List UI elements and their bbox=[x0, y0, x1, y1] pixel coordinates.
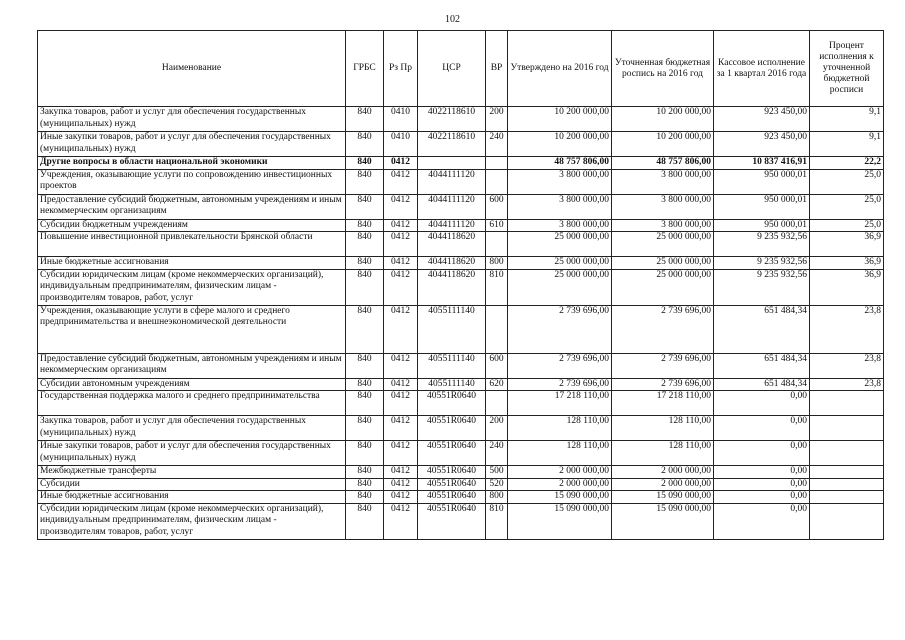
row-refined-cell: 3 800 000,00 bbox=[612, 169, 714, 194]
row-approved-cell: 2 000 000,00 bbox=[508, 478, 612, 491]
row-percent-cell bbox=[810, 441, 884, 466]
row-name-cell: Иные закупки товаров, работ и услуг для обеспечения государственных (муниципальных) нужд bbox=[38, 441, 346, 466]
row-percent-cell: 23,8 bbox=[810, 378, 884, 391]
row-approved-cell: 10 200 000,00 bbox=[508, 132, 612, 157]
table-row bbox=[38, 132, 884, 157]
row-name-cell: Государственная поддержка малого и среднего предпринимательства bbox=[38, 391, 346, 416]
row-cash-cell: 651 484,34 bbox=[714, 305, 810, 353]
row-grbs-cell: 840 bbox=[346, 416, 384, 441]
table-row bbox=[38, 491, 884, 504]
row-name-cell: Субсидии юридическим лицам (кроме некоммерческих организаций), индивидуальным предпринимателям, физическим лицам - производителям товаров, работ, услуг bbox=[38, 269, 346, 305]
row-approved-cell: 2 739 696,00 bbox=[508, 378, 612, 391]
row-cash-cell: 923 450,00 bbox=[714, 107, 810, 132]
row-vr-cell: 800 bbox=[486, 491, 508, 504]
row-approved-cell: 25 000 000,00 bbox=[508, 257, 612, 270]
row-rzpr-cell: 0412 bbox=[384, 391, 418, 416]
row-approved-cell: 2 739 696,00 bbox=[508, 353, 612, 378]
column-header-grbs: ГРБС bbox=[346, 31, 384, 107]
row-approved-cell: 15 090 000,00 bbox=[508, 503, 612, 539]
row-name-cell: Повышение инвестиционной привлекательности Брянской области bbox=[38, 232, 346, 257]
row-refined-cell: 48 757 806,00 bbox=[612, 157, 714, 170]
row-percent-cell bbox=[810, 491, 884, 504]
row-vr-cell: 800 bbox=[486, 257, 508, 270]
table-row bbox=[38, 466, 884, 479]
row-refined-cell: 2 739 696,00 bbox=[612, 305, 714, 353]
row-approved-cell: 2 739 696,00 bbox=[508, 305, 612, 353]
row-percent-cell: 23,8 bbox=[810, 305, 884, 353]
row-refined-cell: 15 090 000,00 bbox=[612, 491, 714, 504]
column-header-name: Наименование bbox=[38, 31, 346, 107]
row-percent-cell: 9,1 bbox=[810, 107, 884, 132]
row-rzpr-cell: 0412 bbox=[384, 378, 418, 391]
row-refined-cell: 25 000 000,00 bbox=[612, 257, 714, 270]
row-vr-cell bbox=[486, 157, 508, 170]
row-csr-cell: 4044111120 bbox=[418, 169, 486, 194]
row-vr-cell: 200 bbox=[486, 107, 508, 132]
row-vr-cell bbox=[486, 232, 508, 257]
row-rzpr-cell: 0412 bbox=[384, 503, 418, 539]
row-percent-cell: 25,0 bbox=[810, 169, 884, 194]
row-csr-cell: 40551R0640 bbox=[418, 503, 486, 539]
row-csr-cell: 4044118620 bbox=[418, 232, 486, 257]
row-name-cell: Другие вопросы в области национальной экономики bbox=[38, 157, 346, 170]
row-approved-cell: 3 800 000,00 bbox=[508, 194, 612, 219]
row-vr-cell bbox=[486, 305, 508, 353]
row-rzpr-cell: 0412 bbox=[384, 269, 418, 305]
row-rzpr-cell: 0412 bbox=[384, 416, 418, 441]
row-grbs-cell: 840 bbox=[346, 269, 384, 305]
row-name-cell: Иные бюджетные ассигнования bbox=[38, 491, 346, 504]
row-rzpr-cell: 0412 bbox=[384, 232, 418, 257]
row-refined-cell: 25 000 000,00 bbox=[612, 269, 714, 305]
row-name-cell: Субсидии bbox=[38, 478, 346, 491]
column-header-approved: Утверждено на 2016 год bbox=[508, 31, 612, 107]
row-vr-cell: 810 bbox=[486, 503, 508, 539]
row-rzpr-cell: 0412 bbox=[384, 441, 418, 466]
row-grbs-cell: 840 bbox=[346, 305, 384, 353]
table-row bbox=[38, 441, 884, 466]
table-row bbox=[38, 416, 884, 441]
row-name-cell: Межбюджетные трансферты bbox=[38, 466, 346, 479]
row-grbs-cell: 840 bbox=[346, 157, 384, 170]
row-csr-cell: 4055111140 bbox=[418, 378, 486, 391]
row-grbs-cell: 840 bbox=[346, 353, 384, 378]
row-rzpr-cell: 0412 bbox=[384, 257, 418, 270]
row-name-cell: Иные закупки товаров, работ и услуг для обеспечения государственных (муниципальных) нужд bbox=[38, 132, 346, 157]
row-csr-cell: 40551R0640 bbox=[418, 391, 486, 416]
row-percent-cell bbox=[810, 416, 884, 441]
row-refined-cell: 2 000 000,00 bbox=[612, 466, 714, 479]
row-cash-cell: 651 484,34 bbox=[714, 353, 810, 378]
row-csr-cell: 40551R0640 bbox=[418, 478, 486, 491]
table-row bbox=[38, 391, 884, 416]
row-vr-cell: 520 bbox=[486, 478, 508, 491]
row-approved-cell: 2 000 000,00 bbox=[508, 466, 612, 479]
table-row bbox=[38, 478, 884, 491]
row-grbs-cell: 840 bbox=[346, 378, 384, 391]
row-cash-cell: 0,00 bbox=[714, 478, 810, 491]
row-refined-cell: 25 000 000,00 bbox=[612, 232, 714, 257]
table-row bbox=[38, 157, 884, 170]
row-percent-cell: 25,0 bbox=[810, 219, 884, 232]
row-percent-cell: 25,0 bbox=[810, 194, 884, 219]
row-refined-cell: 3 800 000,00 bbox=[612, 194, 714, 219]
table-row bbox=[38, 269, 884, 305]
row-refined-cell: 10 200 000,00 bbox=[612, 132, 714, 157]
row-name-cell: Иные бюджетные ассигнования bbox=[38, 257, 346, 270]
table-header bbox=[38, 31, 884, 107]
table-row bbox=[38, 378, 884, 391]
column-header-csr: ЦСР bbox=[418, 31, 486, 107]
table-row bbox=[38, 305, 884, 353]
row-vr-cell: 240 bbox=[486, 441, 508, 466]
row-csr-cell: 4044111120 bbox=[418, 219, 486, 232]
row-cash-cell: 923 450,00 bbox=[714, 132, 810, 157]
row-grbs-cell: 840 bbox=[346, 441, 384, 466]
row-approved-cell: 25 000 000,00 bbox=[508, 269, 612, 305]
row-csr-cell: 40551R0640 bbox=[418, 466, 486, 479]
row-refined-cell: 128 110,00 bbox=[612, 416, 714, 441]
row-grbs-cell: 840 bbox=[346, 391, 384, 416]
row-percent-cell bbox=[810, 503, 884, 539]
row-cash-cell: 10 837 416,91 bbox=[714, 157, 810, 170]
row-approved-cell: 128 110,00 bbox=[508, 416, 612, 441]
row-approved-cell: 10 200 000,00 bbox=[508, 107, 612, 132]
row-percent-cell: 36,9 bbox=[810, 257, 884, 270]
row-name-cell: Субсидии бюджетным учреждениям bbox=[38, 219, 346, 232]
row-refined-cell: 2 739 696,00 bbox=[612, 353, 714, 378]
row-percent-cell: 23,8 bbox=[810, 353, 884, 378]
table-row bbox=[38, 353, 884, 378]
row-percent-cell: 36,9 bbox=[810, 232, 884, 257]
row-cash-cell: 0,00 bbox=[714, 441, 810, 466]
row-cash-cell: 950 000,01 bbox=[714, 219, 810, 232]
row-csr-cell: 40551R0640 bbox=[418, 491, 486, 504]
row-grbs-cell: 840 bbox=[346, 478, 384, 491]
row-cash-cell: 9 235 932,56 bbox=[714, 257, 810, 270]
row-name-cell: Учреждения, оказывающие услуги в сфере малого и среднего предпринимательства и внешнеэкономической деятельности bbox=[38, 305, 346, 353]
row-csr-cell: 4022118610 bbox=[418, 132, 486, 157]
row-grbs-cell: 840 bbox=[346, 491, 384, 504]
row-percent-cell: 9,1 bbox=[810, 132, 884, 157]
row-vr-cell bbox=[486, 391, 508, 416]
row-rzpr-cell: 0412 bbox=[384, 194, 418, 219]
table-row bbox=[38, 503, 884, 539]
row-cash-cell: 0,00 bbox=[714, 416, 810, 441]
row-csr-cell bbox=[418, 157, 486, 170]
row-percent-cell bbox=[810, 478, 884, 491]
row-grbs-cell: 840 bbox=[346, 107, 384, 132]
row-percent-cell: 36,9 bbox=[810, 269, 884, 305]
row-cash-cell: 9 235 932,56 bbox=[714, 269, 810, 305]
row-name-cell: Предоставление субсидий бюджетным, автономным учреждениям и иным некоммерческим организациям bbox=[38, 353, 346, 378]
row-rzpr-cell: 0412 bbox=[384, 169, 418, 194]
row-rzpr-cell: 0412 bbox=[384, 157, 418, 170]
row-grbs-cell: 840 bbox=[346, 503, 384, 539]
row-csr-cell: 4044111120 bbox=[418, 194, 486, 219]
row-cash-cell: 0,00 bbox=[714, 491, 810, 504]
column-header-cash: Кассовое исполнение за 1 квартал 2016 года bbox=[714, 31, 810, 107]
row-refined-cell: 3 800 000,00 bbox=[612, 219, 714, 232]
row-refined-cell: 2 000 000,00 bbox=[612, 478, 714, 491]
row-grbs-cell: 840 bbox=[346, 466, 384, 479]
row-approved-cell: 128 110,00 bbox=[508, 441, 612, 466]
page-number: 102 bbox=[445, 14, 460, 25]
row-percent-cell bbox=[810, 391, 884, 416]
table-row bbox=[38, 194, 884, 219]
row-rzpr-cell: 0412 bbox=[384, 305, 418, 353]
row-rzpr-cell: 0412 bbox=[384, 466, 418, 479]
row-grbs-cell: 840 bbox=[346, 132, 384, 157]
row-refined-cell: 10 200 000,00 bbox=[612, 107, 714, 132]
table-row bbox=[38, 232, 884, 257]
row-vr-cell: 610 bbox=[486, 219, 508, 232]
row-vr-cell: 500 bbox=[486, 466, 508, 479]
row-name-cell: Закупка товаров, работ и услуг для обеспечения государственных (муниципальных) нужд bbox=[38, 416, 346, 441]
column-header-vr: ВР bbox=[486, 31, 508, 107]
row-name-cell: Учреждения, оказывающие услуги по сопровождению инвестиционных проектов bbox=[38, 169, 346, 194]
row-grbs-cell: 840 bbox=[346, 169, 384, 194]
row-refined-cell: 17 218 110,00 bbox=[612, 391, 714, 416]
column-header-percent: Процент исполнения к уточненной бюджетной росписи bbox=[810, 31, 884, 107]
row-vr-cell: 200 bbox=[486, 416, 508, 441]
row-name-cell: Субсидии автономным учреждениям bbox=[38, 378, 346, 391]
row-rzpr-cell: 0412 bbox=[384, 478, 418, 491]
row-csr-cell: 4044118620 bbox=[418, 269, 486, 305]
row-refined-cell: 128 110,00 bbox=[612, 441, 714, 466]
row-cash-cell: 0,00 bbox=[714, 503, 810, 539]
row-csr-cell: 40551R0640 bbox=[418, 416, 486, 441]
row-approved-cell: 17 218 110,00 bbox=[508, 391, 612, 416]
row-approved-cell: 48 757 806,00 bbox=[508, 157, 612, 170]
row-vr-cell: 620 bbox=[486, 378, 508, 391]
row-grbs-cell: 840 bbox=[346, 194, 384, 219]
column-header-rzpr: Рз Пр bbox=[384, 31, 418, 107]
row-grbs-cell: 840 bbox=[346, 232, 384, 257]
row-cash-cell: 651 484,34 bbox=[714, 378, 810, 391]
row-vr-cell: 240 bbox=[486, 132, 508, 157]
row-refined-cell: 15 090 000,00 bbox=[612, 503, 714, 539]
row-grbs-cell: 840 bbox=[346, 257, 384, 270]
row-approved-cell: 3 800 000,00 bbox=[508, 169, 612, 194]
row-csr-cell: 40551R0640 bbox=[418, 441, 486, 466]
row-rzpr-cell: 0410 bbox=[384, 132, 418, 157]
table-row bbox=[38, 169, 884, 194]
row-cash-cell: 950 000,01 bbox=[714, 169, 810, 194]
table-row bbox=[38, 107, 884, 132]
row-cash-cell: 0,00 bbox=[714, 466, 810, 479]
row-percent-cell bbox=[810, 466, 884, 479]
budget-table bbox=[37, 30, 884, 540]
row-vr-cell: 600 bbox=[486, 353, 508, 378]
row-vr-cell: 600 bbox=[486, 194, 508, 219]
table-row bbox=[38, 219, 884, 232]
row-csr-cell: 4055111140 bbox=[418, 305, 486, 353]
row-rzpr-cell: 0412 bbox=[384, 491, 418, 504]
column-header-refined: Уточненная бюджетная роспись на 2016 год bbox=[612, 31, 714, 107]
row-cash-cell: 950 000,01 bbox=[714, 194, 810, 219]
row-cash-cell: 0,00 bbox=[714, 391, 810, 416]
row-name-cell: Субсидии юридическим лицам (кроме некоммерческих организаций), индивидуальным предпринимателям, физическим лицам - производителям товаров, работ, услуг bbox=[38, 503, 346, 539]
row-approved-cell: 15 090 000,00 bbox=[508, 491, 612, 504]
row-csr-cell: 4044118620 bbox=[418, 257, 486, 270]
row-approved-cell: 25 000 000,00 bbox=[508, 232, 612, 257]
row-percent-cell: 22,2 bbox=[810, 157, 884, 170]
row-rzpr-cell: 0410 bbox=[384, 107, 418, 132]
row-name-cell: Предоставление субсидий бюджетным, автономным учреждениям и иным некоммерческим организациям bbox=[38, 194, 346, 219]
row-rzpr-cell: 0412 bbox=[384, 219, 418, 232]
row-rzpr-cell: 0412 bbox=[384, 353, 418, 378]
row-grbs-cell: 840 bbox=[346, 219, 384, 232]
row-csr-cell: 4055111140 bbox=[418, 353, 486, 378]
row-refined-cell: 2 739 696,00 bbox=[612, 378, 714, 391]
table-row bbox=[38, 257, 884, 270]
row-vr-cell: 810 bbox=[486, 269, 508, 305]
row-vr-cell bbox=[486, 169, 508, 194]
row-name-cell: Закупка товаров, работ и услуг для обеспечения государственных (муниципальных) нужд bbox=[38, 107, 346, 132]
row-cash-cell: 9 235 932,56 bbox=[714, 232, 810, 257]
row-csr-cell: 4022118610 bbox=[418, 107, 486, 132]
row-approved-cell: 3 800 000,00 bbox=[508, 219, 612, 232]
